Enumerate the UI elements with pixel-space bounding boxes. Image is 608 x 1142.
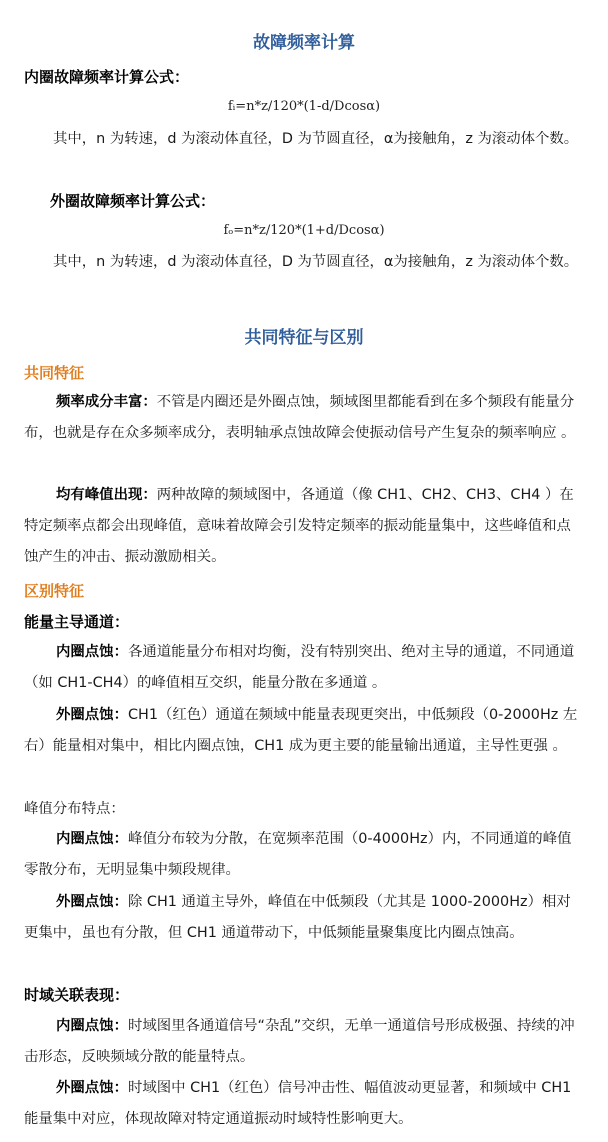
inner-formula-label: 内圈故障频率计算公式： xyxy=(24,68,190,86)
energy-channel-heading: 能量主导通道： xyxy=(24,613,130,631)
page-title: 故障频率计算 xyxy=(253,33,355,53)
common-feature-rich-frequency xyxy=(24,387,584,449)
time-outer-race xyxy=(24,1073,584,1135)
energy-inner-text: 各通道能量分布相对均衡，没有特别突出、绝对主导的通道，不同通道（如 CH1-CH4）的峰值相互交织，能量分散在多通道 。 xyxy=(24,644,575,691)
energy-outer-lead: 外圈点蚀： xyxy=(56,707,128,723)
outer-formula-label: 外圈故障频率计算公式： xyxy=(50,192,216,210)
peak-outer-lead: 外圈点蚀： xyxy=(56,894,128,910)
energy-inner-race xyxy=(24,637,584,699)
common-feature-1-lead: 频率成分丰富： xyxy=(56,394,157,410)
common-feature-2-text: 两种故障的频域图中，各通道（像 CH1、CH2、CH3、CH4 ）在特定频率点都会出现峰值，意味着故障会引发特定频率的振动能量集中，这些峰值和点蚀产生的冲击、振动激励相关。 xyxy=(24,487,574,565)
outer-formula: fₒ=n*z/120*(1+d/Dcosα) xyxy=(223,223,385,238)
inner-formula: fᵢ=n*z/120*(1-d/Dcosα) xyxy=(227,99,381,114)
energy-outer-text: CH1（红色）通道在频域中能量表现更突出，中低频段（0-2000Hz 左右）能量相对集中，相比内圈点蚀，CH1 成为更主要的能量输出通道，主导性更强 。 xyxy=(24,707,578,754)
time-inner-text: 时域图里各通道信号“杂乱”交织，无单一通道信号形成极强、持续的冲击形态，反映频域分散的能量特点。 xyxy=(24,1018,575,1065)
common-feature-1-text: 不管是内圈还是外圈点蚀，频域图里都能看到在多个频段有能量分布，也就是存在众多频率成分，表明轴承点蚀故障会使振动信号产生复杂的频率响应 。 xyxy=(24,394,576,441)
outer-formula-description: 其中，n 为转速，d 为滚动体直径，D 为节圆直径，α为接触角，z 为滚动体个数。 xyxy=(53,254,579,270)
energy-outer-race xyxy=(24,700,584,762)
peak-inner-race xyxy=(24,824,584,886)
common-features-heading: 共同特征 xyxy=(24,364,85,382)
energy-inner-lead: 内圈点蚀： xyxy=(56,644,128,660)
time-inner-race xyxy=(24,1011,584,1073)
common-feature-peaks xyxy=(24,480,584,573)
difference-features-heading: 区别特征 xyxy=(24,582,85,600)
time-domain-heading: 时域关联表现： xyxy=(24,986,130,1004)
peak-inner-text: 峰值分布较为分散，在宽频率范围（0-4000Hz）内，不同通道的峰值零散分布，无明显集中频段规律。 xyxy=(24,831,572,878)
common-feature-2-lead: 均有峰值出现： xyxy=(56,487,157,503)
section-title-common-and-differences: 共同特征与区别 xyxy=(244,328,364,348)
time-inner-lead: 内圈点蚀： xyxy=(56,1018,128,1034)
peak-distribution-heading: 峰值分布特点： xyxy=(24,801,125,817)
peak-outer-race xyxy=(24,887,584,949)
peak-inner-lead: 内圈点蚀： xyxy=(56,831,128,847)
time-outer-text: 时域图中 CH1（红色）信号冲击性、幅值波动更显著，和频域中 CH1 能量集中对应，体现故障对特定通道振动时域特性影响更大。 xyxy=(24,1080,572,1127)
inner-formula-description: 其中，n 为转速，d 为滚动体直径，D 为节圆直径，α为接触角，z 为滚动体个数。 xyxy=(53,131,579,147)
time-outer-lead: 外圈点蚀： xyxy=(56,1080,128,1096)
peak-outer-text: 除 CH1 通道主导外，峰值在中低频段（尤其是 1000-2000Hz）相对更集中，虽也有分散，但 CH1 通道带动下，中低频能量聚集度比内圈点蚀高。 xyxy=(24,894,571,941)
